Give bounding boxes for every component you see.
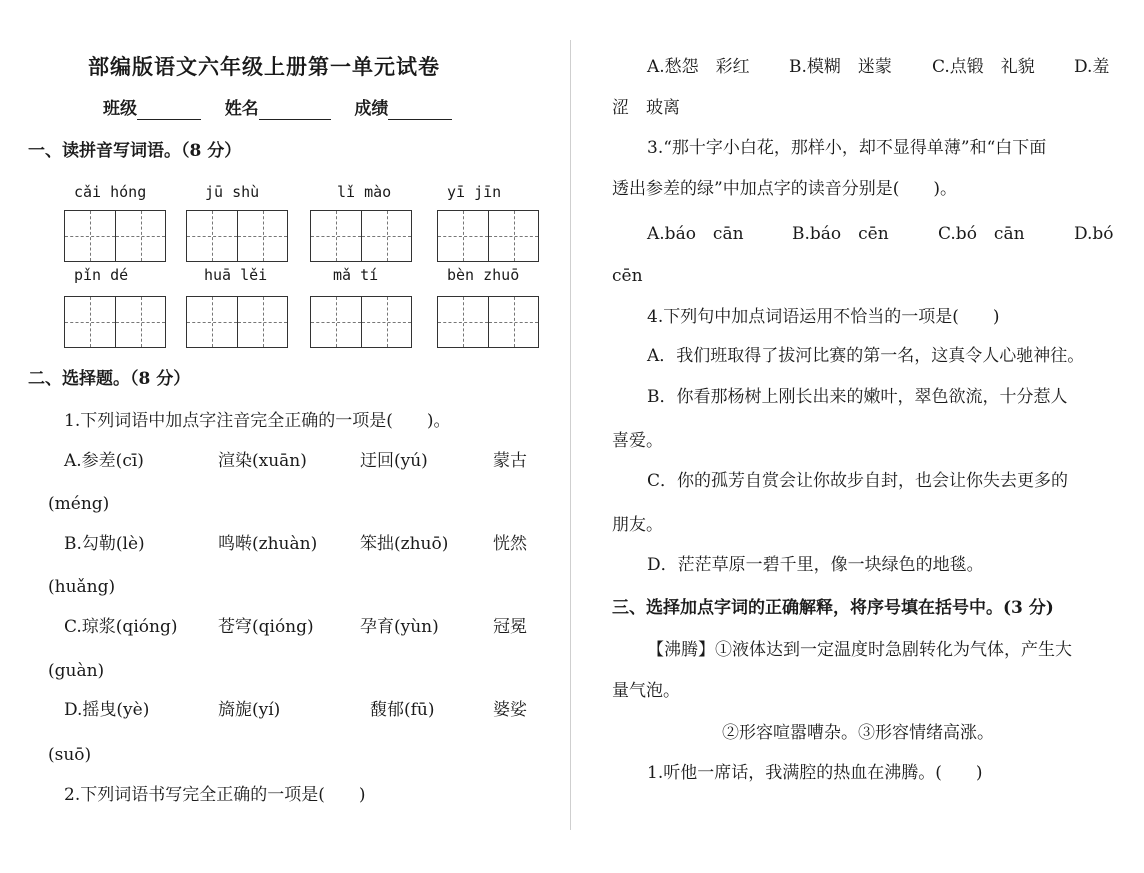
q3-option-d-cont: cēn	[612, 266, 643, 286]
writing-grid[interactable]	[310, 210, 412, 262]
option-1d-3: 馥郁(fū)	[370, 700, 435, 720]
section2-heading: 二、选择题。（8 分）	[28, 369, 191, 389]
q4-option-a: A．我们班取得了拔河比赛的第一名，这真令人心驰神往。	[647, 346, 1085, 366]
q3-option-a: A.báo cān	[647, 224, 744, 244]
option-1b-2: 鸣啭(zhuàn)	[218, 534, 318, 554]
pinyin-8: bèn zhuō	[447, 266, 520, 284]
section3-heading: 三、选择加点字词的正确解释，将序号填在括号中。(3 分)	[612, 598, 1054, 618]
definition-line2: 量气泡。	[612, 681, 680, 701]
question-2-3-line1: 3.“那十字小白花，那样小，却不显得单薄”和“白下面	[647, 138, 1047, 158]
option-1a-1: A.参差(cī)	[64, 451, 144, 471]
q2-option-a: A.愁怨 彩红	[647, 57, 750, 77]
writing-grid[interactable]	[310, 296, 412, 348]
q4-option-c-line2: 朋友。	[612, 515, 663, 535]
name-blank[interactable]	[259, 101, 331, 120]
option-1a-4: 蒙古	[493, 451, 527, 471]
option-1b-5: (huǎng)	[48, 577, 116, 597]
question-3-1: 1.听他一席话，我满腔的热血在沸腾。( )	[647, 763, 983, 783]
option-1d-1: D.摇曳(yè)	[64, 700, 150, 720]
class-label: 班级	[103, 99, 137, 119]
option-1b-3: 笨拙(zhuō)	[360, 534, 449, 554]
pinyin-7: mǎ tí	[333, 266, 379, 284]
pinyin-1: cǎi hóng	[74, 183, 147, 201]
option-1d-2: 旖旎(yí)	[218, 700, 281, 720]
q3-option-c: C.bó cān	[938, 224, 1025, 244]
name-label: 姓名	[224, 99, 259, 119]
pinyin-6: huā lěi	[204, 266, 268, 284]
q4-option-d: D．茫茫草原一碧千里，像一块绿色的地毯。	[647, 555, 984, 575]
score-blank[interactable]	[388, 101, 452, 120]
page-title: 部编版语文六年级上册第一单元试卷	[88, 54, 440, 79]
column-divider	[570, 40, 571, 830]
writing-grid[interactable]	[437, 210, 539, 262]
writing-grid[interactable]	[186, 210, 288, 262]
writing-grid[interactable]	[64, 296, 166, 348]
writing-grid[interactable]	[64, 210, 166, 262]
option-1c-1: C.琼浆(qióng)	[64, 617, 178, 637]
option-1c-2: 苍穹(qióng)	[218, 617, 314, 637]
writing-grid[interactable]	[186, 296, 288, 348]
section1-heading: 一、读拼音写词语。（8 分）	[28, 141, 242, 161]
q4-option-c-line1: C．你的孤芳自赏会让你故步自封，也会让你失去更多的	[647, 471, 1069, 491]
option-1a-2: 渲染(xuān)	[218, 451, 307, 471]
q3-option-b: B.báo cēn	[792, 224, 889, 244]
option-1d-5: (suō)	[48, 745, 92, 765]
score-label: 成绩	[354, 99, 389, 119]
q4-option-b-line1: B．你看那杨树上刚长出来的嫩叶，翠色欲流，十分惹人	[647, 387, 1068, 407]
option-1c-4: 冠冕	[493, 617, 527, 637]
question-2-1: 1.下列词语中加点字注音完全正确的一项是( )。	[64, 411, 451, 431]
q2-option-d: D.羞	[1074, 57, 1110, 77]
writing-grid[interactable]	[437, 296, 539, 348]
definition-line1: 【沸腾】①液体达到一定温度时急剧转化为气体，产生大	[647, 640, 1072, 660]
pinyin-4: yī jīn	[447, 183, 502, 201]
option-1b-4: 恍然	[493, 534, 527, 554]
question-2-3-line2: 透出参差的绿”中加点字的读音分别是( )。	[612, 179, 957, 199]
option-1a-3: 迂回(yú)	[360, 451, 428, 471]
q2-option-d-cont: 涩 玻离	[612, 98, 680, 118]
pinyin-5: pǐn dé	[74, 266, 129, 284]
option-1b-1: B.勾勒(lè)	[64, 534, 145, 554]
student-info-row	[103, 98, 452, 120]
pinyin-2: jū shù	[205, 183, 260, 201]
q3-option-d: D.bó	[1074, 224, 1114, 244]
option-1c-3: 孕育(yùn)	[360, 617, 439, 637]
q4-option-b-line2: 喜爱。	[612, 431, 663, 451]
class-blank[interactable]	[137, 101, 201, 120]
question-2-2: 2.下列词语书写完全正确的一项是( )	[64, 785, 366, 805]
right-column	[572, 0, 1144, 873]
option-1c-5: (guàn)	[48, 661, 105, 681]
pinyin-3: lǐ mào	[337, 183, 392, 201]
option-1d-4: 婆娑	[493, 700, 527, 720]
option-1a-5: (méng)	[48, 494, 110, 514]
definition-line3: ②形容喧嚣嘈杂。③形容情绪高涨。	[722, 723, 994, 743]
left-column	[0, 0, 570, 873]
q2-option-c: C.点锻 礼貌	[932, 57, 1035, 77]
q2-option-b: B.模糊 迷蒙	[789, 57, 892, 77]
question-2-4: 4.下列句中加点词语运用不恰当的一项是( )	[647, 307, 1000, 327]
